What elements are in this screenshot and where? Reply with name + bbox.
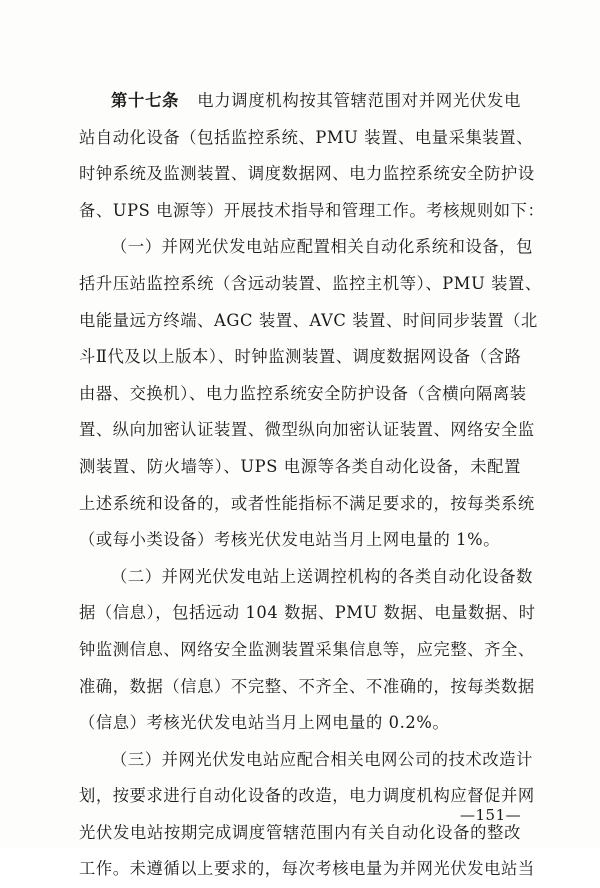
page-number: —151—: [460, 806, 522, 824]
line-text: 光伏发电站按期完成调度管辖范围内有关自动化设备的整改: [79, 822, 521, 842]
text-line: [111, 559, 534, 596]
text-line: [79, 486, 535, 523]
line-text: 据（信息），包括远动 104 数据、PMU 数据、电量数据、时: [79, 603, 536, 623]
line-text: 置、纵向加密认证装置、微型纵向加密认证装置、网络安全监: [79, 420, 535, 440]
line-text: （二）并网光伏发电站上送调控机构的各类自动化设备数: [111, 566, 534, 586]
line-text: （或每小类设备）考核光伏发电站当月上网电量的 1%。: [79, 530, 501, 550]
article-title: 第十七条: [111, 91, 180, 110]
text-line: [79, 632, 535, 669]
line-text: 钟监测信息、网络安全监测装置采集信息等，应完整、齐全、: [79, 639, 535, 659]
line-text: （一）并网光伏发电站应配置相关自动化系统和设备，包: [111, 237, 534, 257]
line-text: （信息）考核光伏发电站当月上网电量的 0.2%。: [79, 713, 450, 733]
text-line: [79, 376, 527, 413]
text-line: [79, 193, 545, 230]
line-text: 由器、交换机）、电力监控系统安全防护设备（含横向隔离装: [79, 383, 527, 403]
text-line: [79, 815, 521, 852]
line-text: 电力调度机构按其管辖范围对并网光伏发电: [197, 91, 521, 110]
line-text: 划，按要求进行自动化设备的改造，电力调度机构应督促并网: [79, 786, 535, 806]
text-line: [111, 229, 534, 266]
text-line: [79, 449, 521, 486]
text-line: [111, 742, 534, 779]
text-line: [79, 595, 536, 632]
article-body: [79, 83, 545, 888]
line-text: 时钟系统及监测装置、调度数据网、电力监控系统安全防护设: [79, 164, 535, 184]
text-line: [79, 120, 534, 157]
line-text: 站自动化设备（包括监控系统、PMU 装置、电量采集装置、: [79, 127, 534, 147]
line-text: 准确，数据（信息）不完整、不齐全、不准确的，按每类数据: [79, 676, 535, 696]
text-line: [79, 522, 521, 559]
text-line: [79, 412, 535, 449]
line-text: 工作。未遵循以上要求的，每次考核电量为并网光伏发电站当: [79, 859, 535, 879]
line-text: 括升压站监控系统（含远动装置、监控主机等）、PMU 装置、: [79, 273, 542, 293]
text-line: [111, 83, 521, 120]
line-text: 斗Ⅱ代及以上版本）、时钟监测装置、调度数据网设备（含路: [79, 347, 522, 367]
line-text: 测装置、防火墙等）、UPS 电源等各类自动化设备，未配置: [79, 456, 521, 476]
line-text: 电能量远方终端、AGC 装置、AVC 装置、时间同步装置（北: [79, 310, 538, 330]
text-line: [79, 303, 538, 340]
text-line: [79, 156, 535, 193]
line-text: 备、UPS 电源等）开展技术指导和管理工作。考核规则如下：: [79, 200, 545, 220]
text-line: [79, 705, 521, 742]
text-line: [79, 339, 521, 376]
text-line: [79, 266, 542, 303]
line-text: 上述系统和设备的，或者性能指标不满足要求的，按每类系统: [79, 493, 535, 513]
line-text: （三）并网光伏发电站应配合相关电网公司的技术改造计: [111, 749, 534, 769]
text-line: [79, 851, 535, 888]
text-line: [79, 669, 535, 706]
